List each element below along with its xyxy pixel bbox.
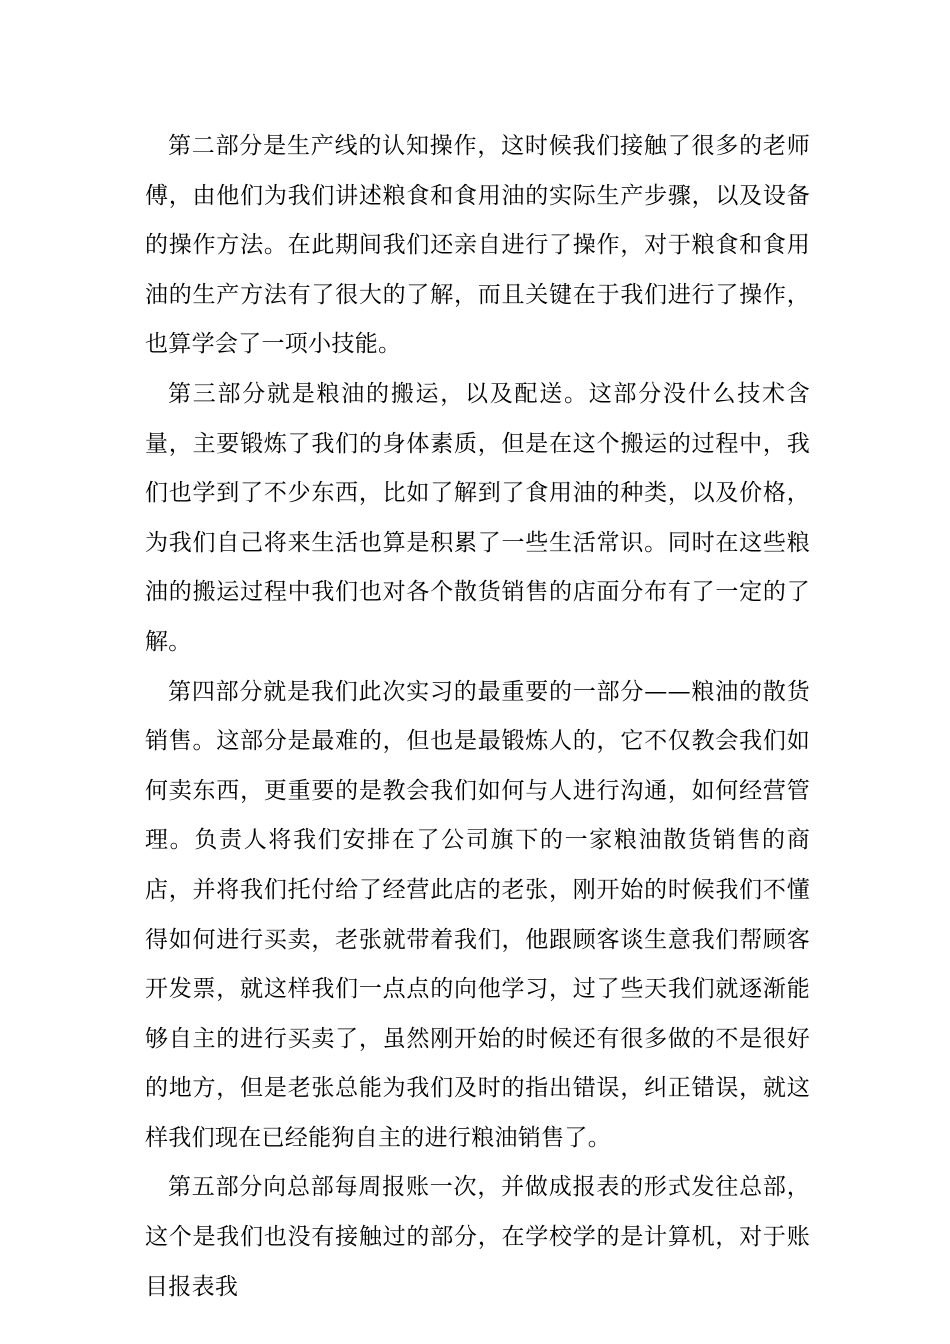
document-body <box>145 122 810 1312</box>
paragraph-part-four: 第四部分就是我们此次实习的最重要的一部分——粮油的散货销售。这部分是最难的，但也是最锻炼人的，它不仅教会我们如何卖东西，更重要的是教会我们如何与人进行沟通，如何经营管理。负责人将我们安排在了公司旗下的一家粮油散货销售的商店，并将我们托付给了经营此店的老张，刚开始的时候我们不懂得如何进行买卖，老张就带着我们，他跟顾客谈生意我们帮顾客开发票，就这样我们一点点的向他学习，过了些天我们就逐渐能够自主的进行买卖了，虽然刚开始的时候还有很多做的不是很好的地方，但是老张总能为我们及时的指出错误，纠正错误，就这样我们现在已经能狗自主的进行粮油销售了。 <box>145 678 810 1151</box>
paragraph-part-two: 第二部分是生产线的认知操作，这时候我们接触了很多的老师傅，由他们为我们讲述粮食和食用油的实际生产步骤，以及设备的操作方法。在此期间我们还亲自进行了操作，对于粮食和食用油的生产方法有了很大的了解，而且关键在于我们进行了操作，也算学会了一项小技能。 <box>145 133 810 358</box>
paragraph-part-three: 第三部分就是粮油的搬运，以及配送。这部分没什么技术含量，主要锻炼了我们的身体素质，但是在这个搬运的过程中，我们也学到了不少东西，比如了解到了食用油的种类，以及价格，为我们自己将来生活也算是积累了一些生活常识。同时在这些粮油的搬运过程中我们也对各个散货销售的店面分布有了一定的了解。 <box>145 380 810 655</box>
paragraph-part-five: 第五部分向总部每周报账一次，并做成报表的形式发往总部，这个是我们也没有接触过的部分，在学校学的是计算机，对于账目报表我 <box>145 1174 810 1300</box>
